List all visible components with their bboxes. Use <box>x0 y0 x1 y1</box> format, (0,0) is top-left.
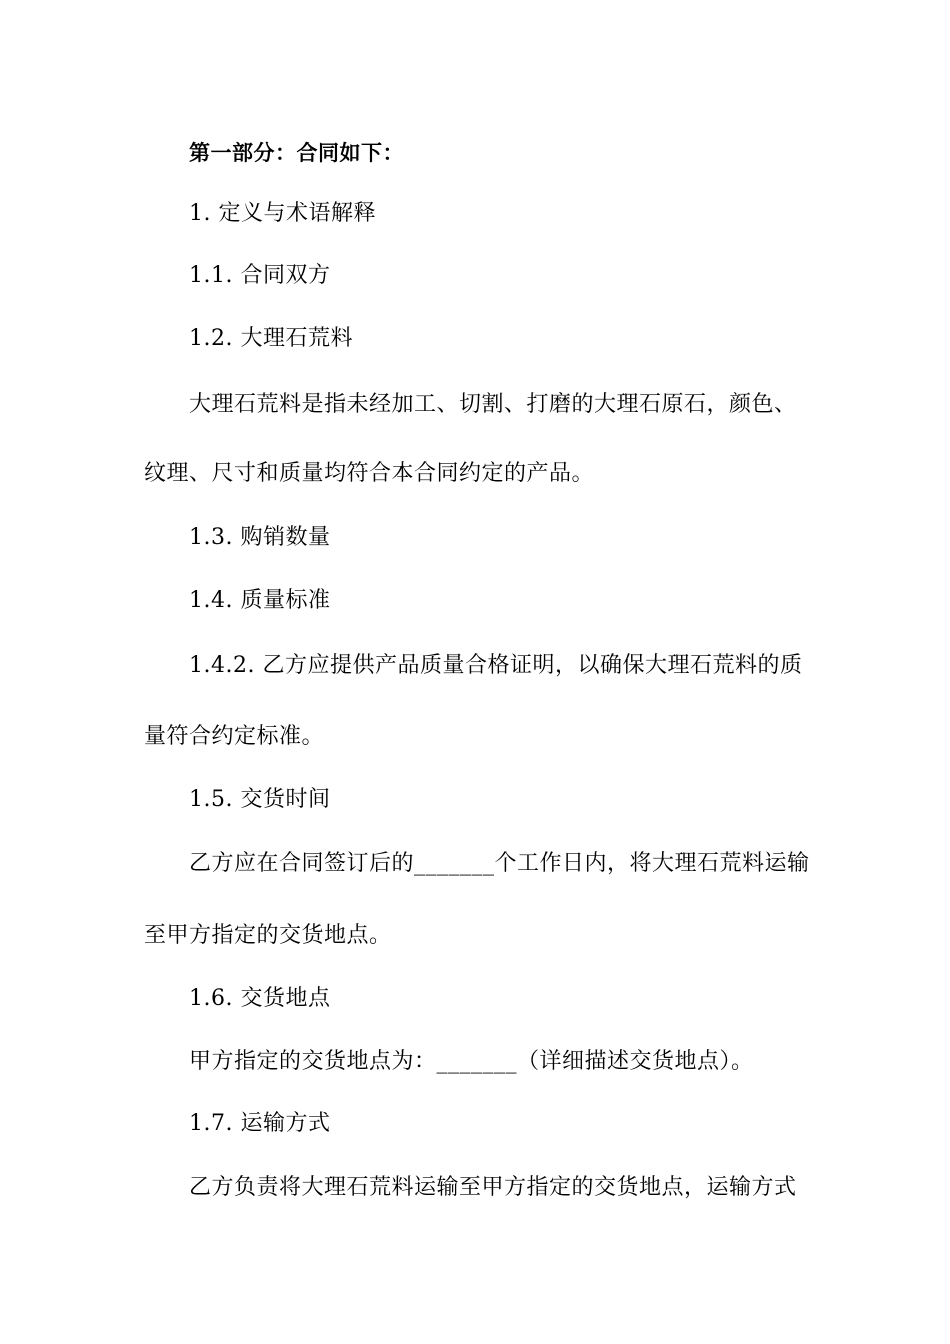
paragraph-line: 大理石荒料是指未经加工、切割、打磨的大理石原石，颜色、 <box>189 392 797 417</box>
paragraph-line: 甲方指定的交货地点为：_______（详细描述交货地点）。 <box>189 1049 754 1074</box>
section-heading: 第一部分：合同如下： <box>189 141 404 165</box>
paragraph-line: 量符合约定标准。 <box>144 724 325 749</box>
clause-1-3-title: 1.3. 购销数量 <box>189 525 331 550</box>
paragraph-line: 至甲方指定的交货地点。 <box>144 923 392 948</box>
clause-1-4-title: 1.4. 质量标准 <box>189 588 331 613</box>
clause-1-2-title: 1.2. 大理石荒料 <box>189 326 353 351</box>
paragraph-line: 纹理、尺寸和质量均符合本合同约定的产品。 <box>144 461 595 486</box>
clause-1-5-title: 1.5. 交货时间 <box>189 787 331 812</box>
paragraph-line: 乙方应在合同签订后的_______个工作日内，将大理石荒料运输 <box>189 851 810 876</box>
paragraph-line: 1.4.2. 乙方应提供产品质量合格证明，以确保大理石荒料的质 <box>189 653 803 678</box>
clause-1-1-title: 1.1. 合同双方 <box>189 263 331 288</box>
paragraph-line: 乙方负责将大理石荒料运输至甲方指定的交货地点，运输方式 <box>189 1175 797 1200</box>
clause-1-6-title: 1.6. 交货地点 <box>189 986 331 1011</box>
clause-1-title: 1. 定义与术语解释 <box>189 201 376 226</box>
clause-1-7-title: 1.7. 运输方式 <box>189 1111 331 1136</box>
